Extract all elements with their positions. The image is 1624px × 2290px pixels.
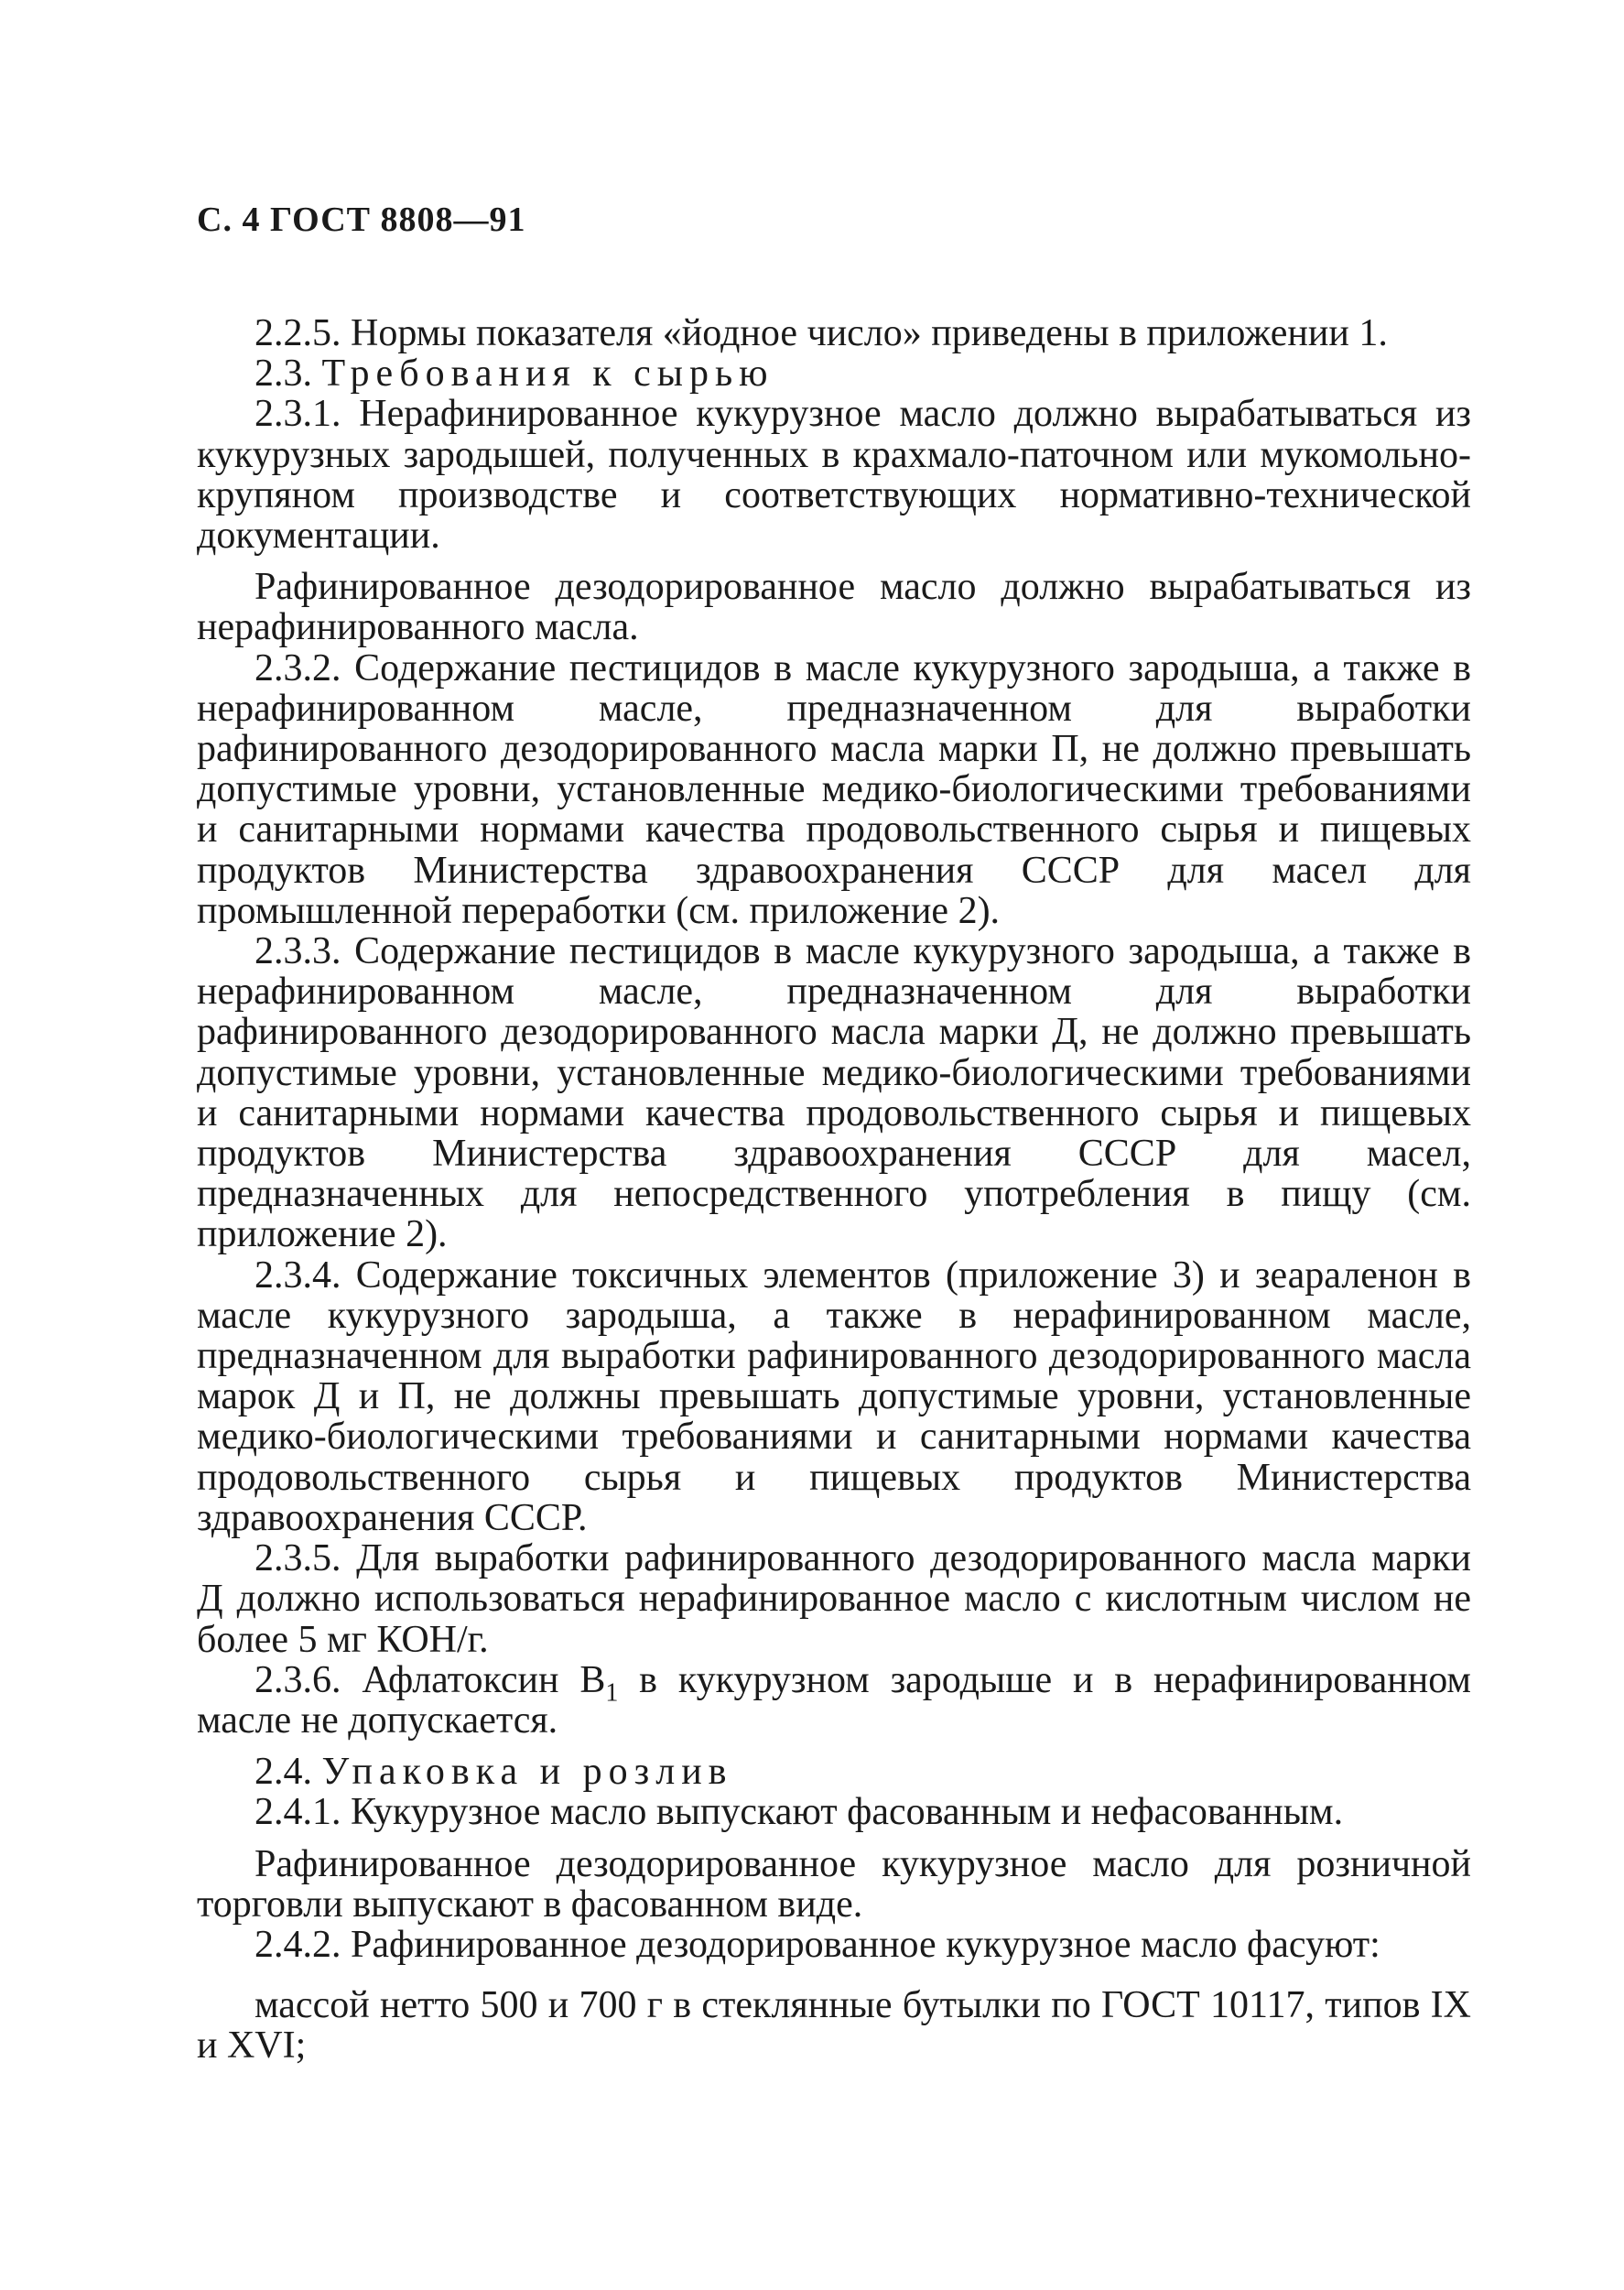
paragraph-2-3-4: 2.3.4. Содержание токсичных элементов (приложение 3) и зеараленон в масле кукурузного зародыша, а также в нерафинированном масле, предназначенном для выработки рафинированного дезодорированного масла марок Д и П, не должны превышать допустимые уровни, установленные медико-биологическими требованиями и санитарными нормами качества продовольственного сырья и пищевых продуктов Министерства здравоохранения СССР. [197,1254,1471,1539]
paragraph-2-3-3: 2.3.3. Содержание пестицидов в масле кукурузного зародыша, а также в нерафинированном масле, предназначенном для выработки рафинированного дезодорированного масла марки Д, не должно превышать допустимые уровни, установленные медико-биологическими требованиями и санитарными нормами качества продовольственного сырья и пищевых продуктов Министерства здравоохранения СССР для масел, предназначенных для непосредственного употребления в пищу (см. приложение 2). [197,930,1471,1256]
aflatoxin-text-start: 2.3.6. Афлатоксин В [254,1658,606,1701]
paragraph-refined-oil: Рафинированное дезодорированное масло должно вырабатываться из нерафинированного масла. [197,566,1471,649]
paragraph-2-3-1: 2.3.1. Нерафинированное кукурузное масло должно вырабатываться из кукурузных зародышей, полученных в крахмало-паточном или мукомольно-крупяном производстве и соответствующих нормативно-технической документации. [197,393,1471,558]
section-heading-2-4 [197,1752,1471,1792]
paragraph-2-4-1: 2.4.1. Кукурузное масло выпускают фасованным и нефасованным. [254,1791,1344,1834]
document-page [197,200,1471,2067]
page-header: С. 4 ГОСТ 8808—91 [197,201,526,239]
paragraph-2-4-2: 2.4.2. Рафинированное дезодорированное кукурузное масло фасуют: [254,1923,1380,1966]
aflatoxin-text-end: в кукурузном зародыше и в нерафинированном масле не допускается. [197,1658,1471,1742]
section-title: Упаковка и розлив [321,1751,733,1794]
aflatoxin-subscript: 1 [605,1678,619,1708]
paragraph-2-3-6 [197,1660,1471,1741]
paragraph-2-3-5: 2.3.5. Для выработки рафинированного дезодорированного масла марки Д должно использоваться нерафинированное масло с кислотным числом не более 5 мг КОН/г. [197,1537,1471,1661]
section-number: 2.3. [254,353,322,396]
section-heading-2-3 [197,353,1471,394]
paragraph-2-3-2: 2.3.2. Содержание пестицидов в масле кукурузного зародыша, а также в нерафинированном масле, предназначенном для выработки рафинированного дезодорированного масла марки П, не должно превышать допустимые уровни, установленные медико-биологическими требованиями и санитарными нормами качества продовольственного сырья и пищевых продуктов Министерства здравоохранения СССР для масел для промышленной переработки (см. приложение 2). [197,646,1471,932]
paragraph-retail-packaging: Рафинированное дезодорированное кукурузное масло для розничной торговли выпускают в фасованном виде. [197,1842,1471,1926]
document-body [197,313,1471,2067]
paragraph-net-mass: массой нетто 500 и 700 г в стеклянные бутылки по ГОСТ 10117, типов IX и XVI; [197,1984,1471,2068]
paragraph-2-2-5: 2.2.5. Нормы показателя «йодное число» приведены в приложении 1. [254,312,1388,354]
section-number: 2.4. [254,1751,322,1794]
section-title: Требования к сырью [321,353,774,396]
